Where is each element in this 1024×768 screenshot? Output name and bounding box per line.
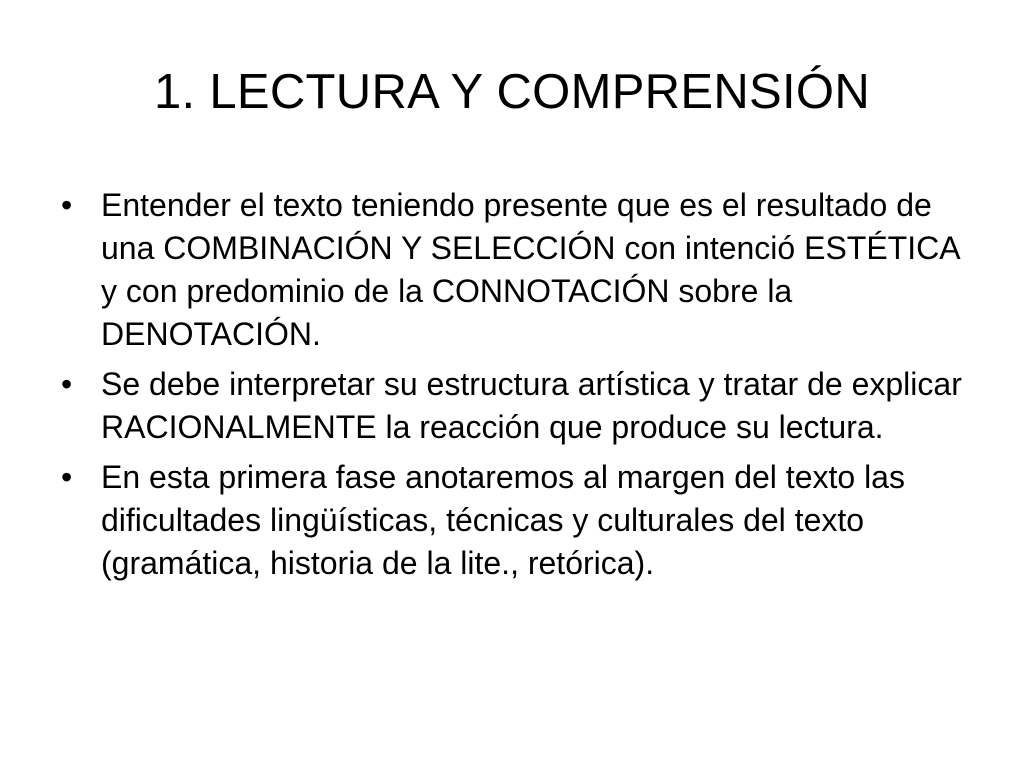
bullet-marker: • <box>61 459 73 495</box>
bullet-item <box>61 184 971 356</box>
bullet-marker: • <box>61 187 73 223</box>
bullet-item <box>61 363 971 449</box>
bullet-text: En esta primera fase anotaremos al margen del texto las dificultades lingüísticas, técnicas y culturales del texto (gramática, historia de la lite., retórica). <box>101 459 905 581</box>
bullet-marker: • <box>61 366 73 402</box>
slide-title: 1. LECTURA Y COMPRENSIÓN <box>153 65 871 119</box>
bullet-list <box>61 184 971 592</box>
bullet-item <box>61 456 971 585</box>
bullet-text: Entender el texto teniendo presente que es el resultado de una COMBINACIÓN Y SELECCIÓN con intenció ESTÉTICA y con predominio de la CONNOTACIÓN sobre la DENOTACIÓN. <box>101 187 959 352</box>
bullet-text: Se debe interpretar su estructura artística y tratar de explicar RACIONALMENTE la reacción que produce su lectura. <box>101 366 962 445</box>
